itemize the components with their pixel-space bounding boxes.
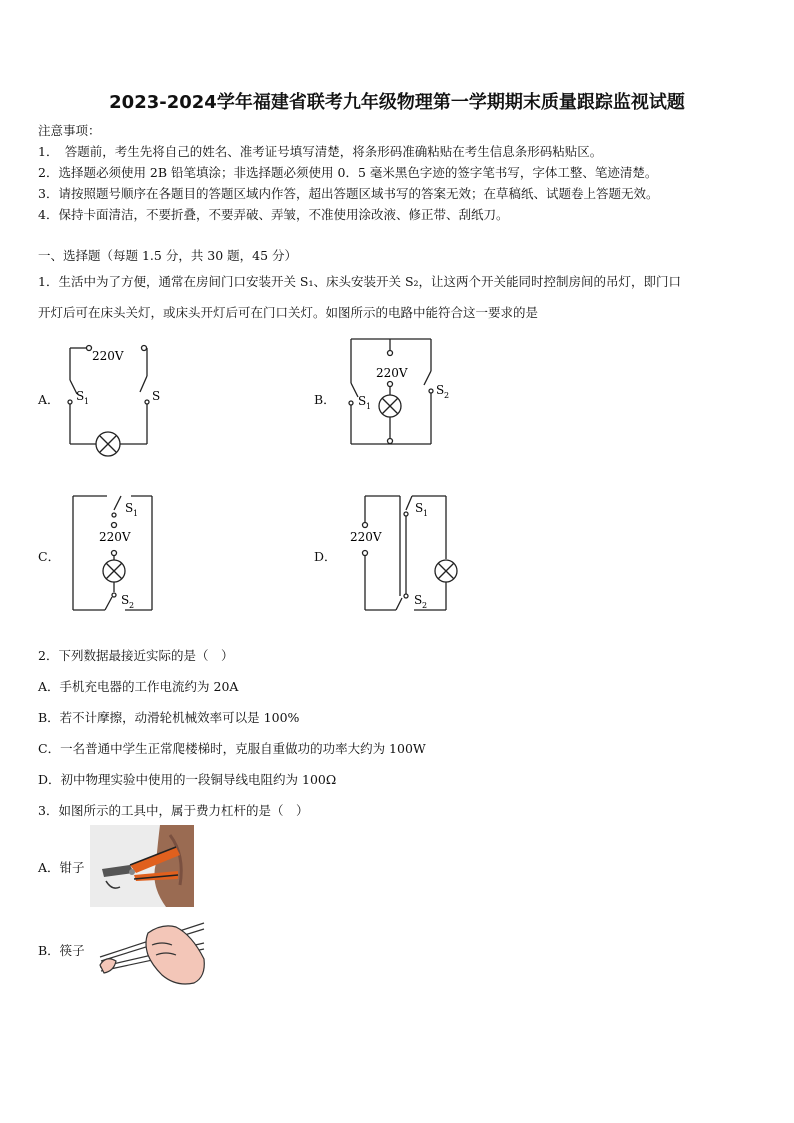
svg-text:S: S [358, 394, 367, 408]
section-heading: 一、选择题（每题 1.5 分，共 30 题，45 分） [38, 248, 298, 263]
svg-text:1: 1 [84, 397, 90, 406]
chopsticks-image [96, 915, 208, 987]
voltage-label: 220V [92, 349, 124, 363]
svg-text:1: 1 [133, 509, 139, 518]
q2-option-a: A．手机充电器的工作电流约为 20A [38, 679, 239, 694]
circuit-b-diagram [345, 333, 450, 451]
notice-item: 3．请按照题号顺序在各题目的答题区域内作答，超出答题区域书写的答案无效；在草稿纸、试题卷上答题无效。 [38, 186, 659, 201]
q3-stem: 3．如图所示的工具中，属于费力杠杆的是（ ） [38, 803, 309, 818]
notice-item: 4．保持卡面清洁，不要折叠，不要弄破、弄皱，不准使用涂改液、修正带、刮纸刀。 [38, 207, 509, 222]
switch-s1-label: S [76, 389, 85, 403]
notice-heading: 注意事项： [38, 123, 101, 138]
q1-option-c-label: C． [38, 549, 61, 564]
q1-stem-line1: 1．生活中为了方便，通常在房间门口安装开关 S₁、床头安装开关 S₂，让这两个开关能同时控制房间的吊灯，即门口 [38, 274, 682, 289]
notice-item: 2．选择题必须使用 2B 铅笔填涂；非选择题必须使用 0．5 毫米黑色字迹的签字笔书写，字体工整、笔迹清楚。 [38, 165, 658, 180]
q1-option-b-label: B． [314, 392, 336, 407]
svg-text:220V: 220V [376, 366, 408, 380]
svg-text:S: S [436, 383, 445, 397]
q2-stem: 2．下列数据最接近实际的是（ ） [38, 648, 234, 663]
circuit-c-diagram [65, 490, 165, 616]
q2-option-b: B．若不计摩擦，动滑轮机械效率可以是 100% [38, 710, 300, 725]
svg-text:S: S [121, 593, 130, 607]
page-title: 2023-2024学年福建省联考九年级物理第一学期期末质量跟踪监视试题 [109, 92, 685, 113]
q3-option-b: B．筷子 [38, 943, 85, 958]
circuit-a-diagram [60, 338, 170, 462]
q1-option-d-label: D． [314, 549, 337, 564]
svg-text:1: 1 [423, 509, 429, 518]
svg-text:2: 2 [444, 391, 450, 400]
notice-item: 1． 答题前，考生先将自己的姓名、准考证号填写清楚，将条形码准确粘贴在考生信息条形码粘贴区。 [38, 144, 603, 159]
switch-s2-label: S [152, 389, 161, 403]
q2-option-d: D．初中物理实验中使用的一段铜导线电阻约为 100Ω [38, 772, 337, 787]
circuit-d-diagram [350, 490, 465, 616]
svg-text:1: 1 [366, 402, 372, 411]
svg-text:S: S [414, 593, 423, 607]
q3-option-a: A．钳子 [38, 860, 85, 875]
svg-text:2: 2 [422, 601, 428, 610]
svg-text:S: S [125, 501, 134, 515]
svg-text:220V: 220V [350, 530, 382, 544]
svg-text:2: 2 [129, 601, 135, 610]
pliers-image [90, 825, 194, 907]
q1-option-a-label: A． [38, 392, 60, 407]
svg-text:S: S [415, 501, 424, 515]
q1-stem-line2: 开灯后可在床头关灯，或床头开灯后可在门口关灯。如图所示的电路中能符合这一要求的是 [38, 305, 539, 320]
svg-text:220V: 220V [99, 530, 131, 544]
q2-option-c: C．一名普通中学生正常爬楼梯时，克服自重做功的功率大约为 100W [38, 741, 426, 756]
